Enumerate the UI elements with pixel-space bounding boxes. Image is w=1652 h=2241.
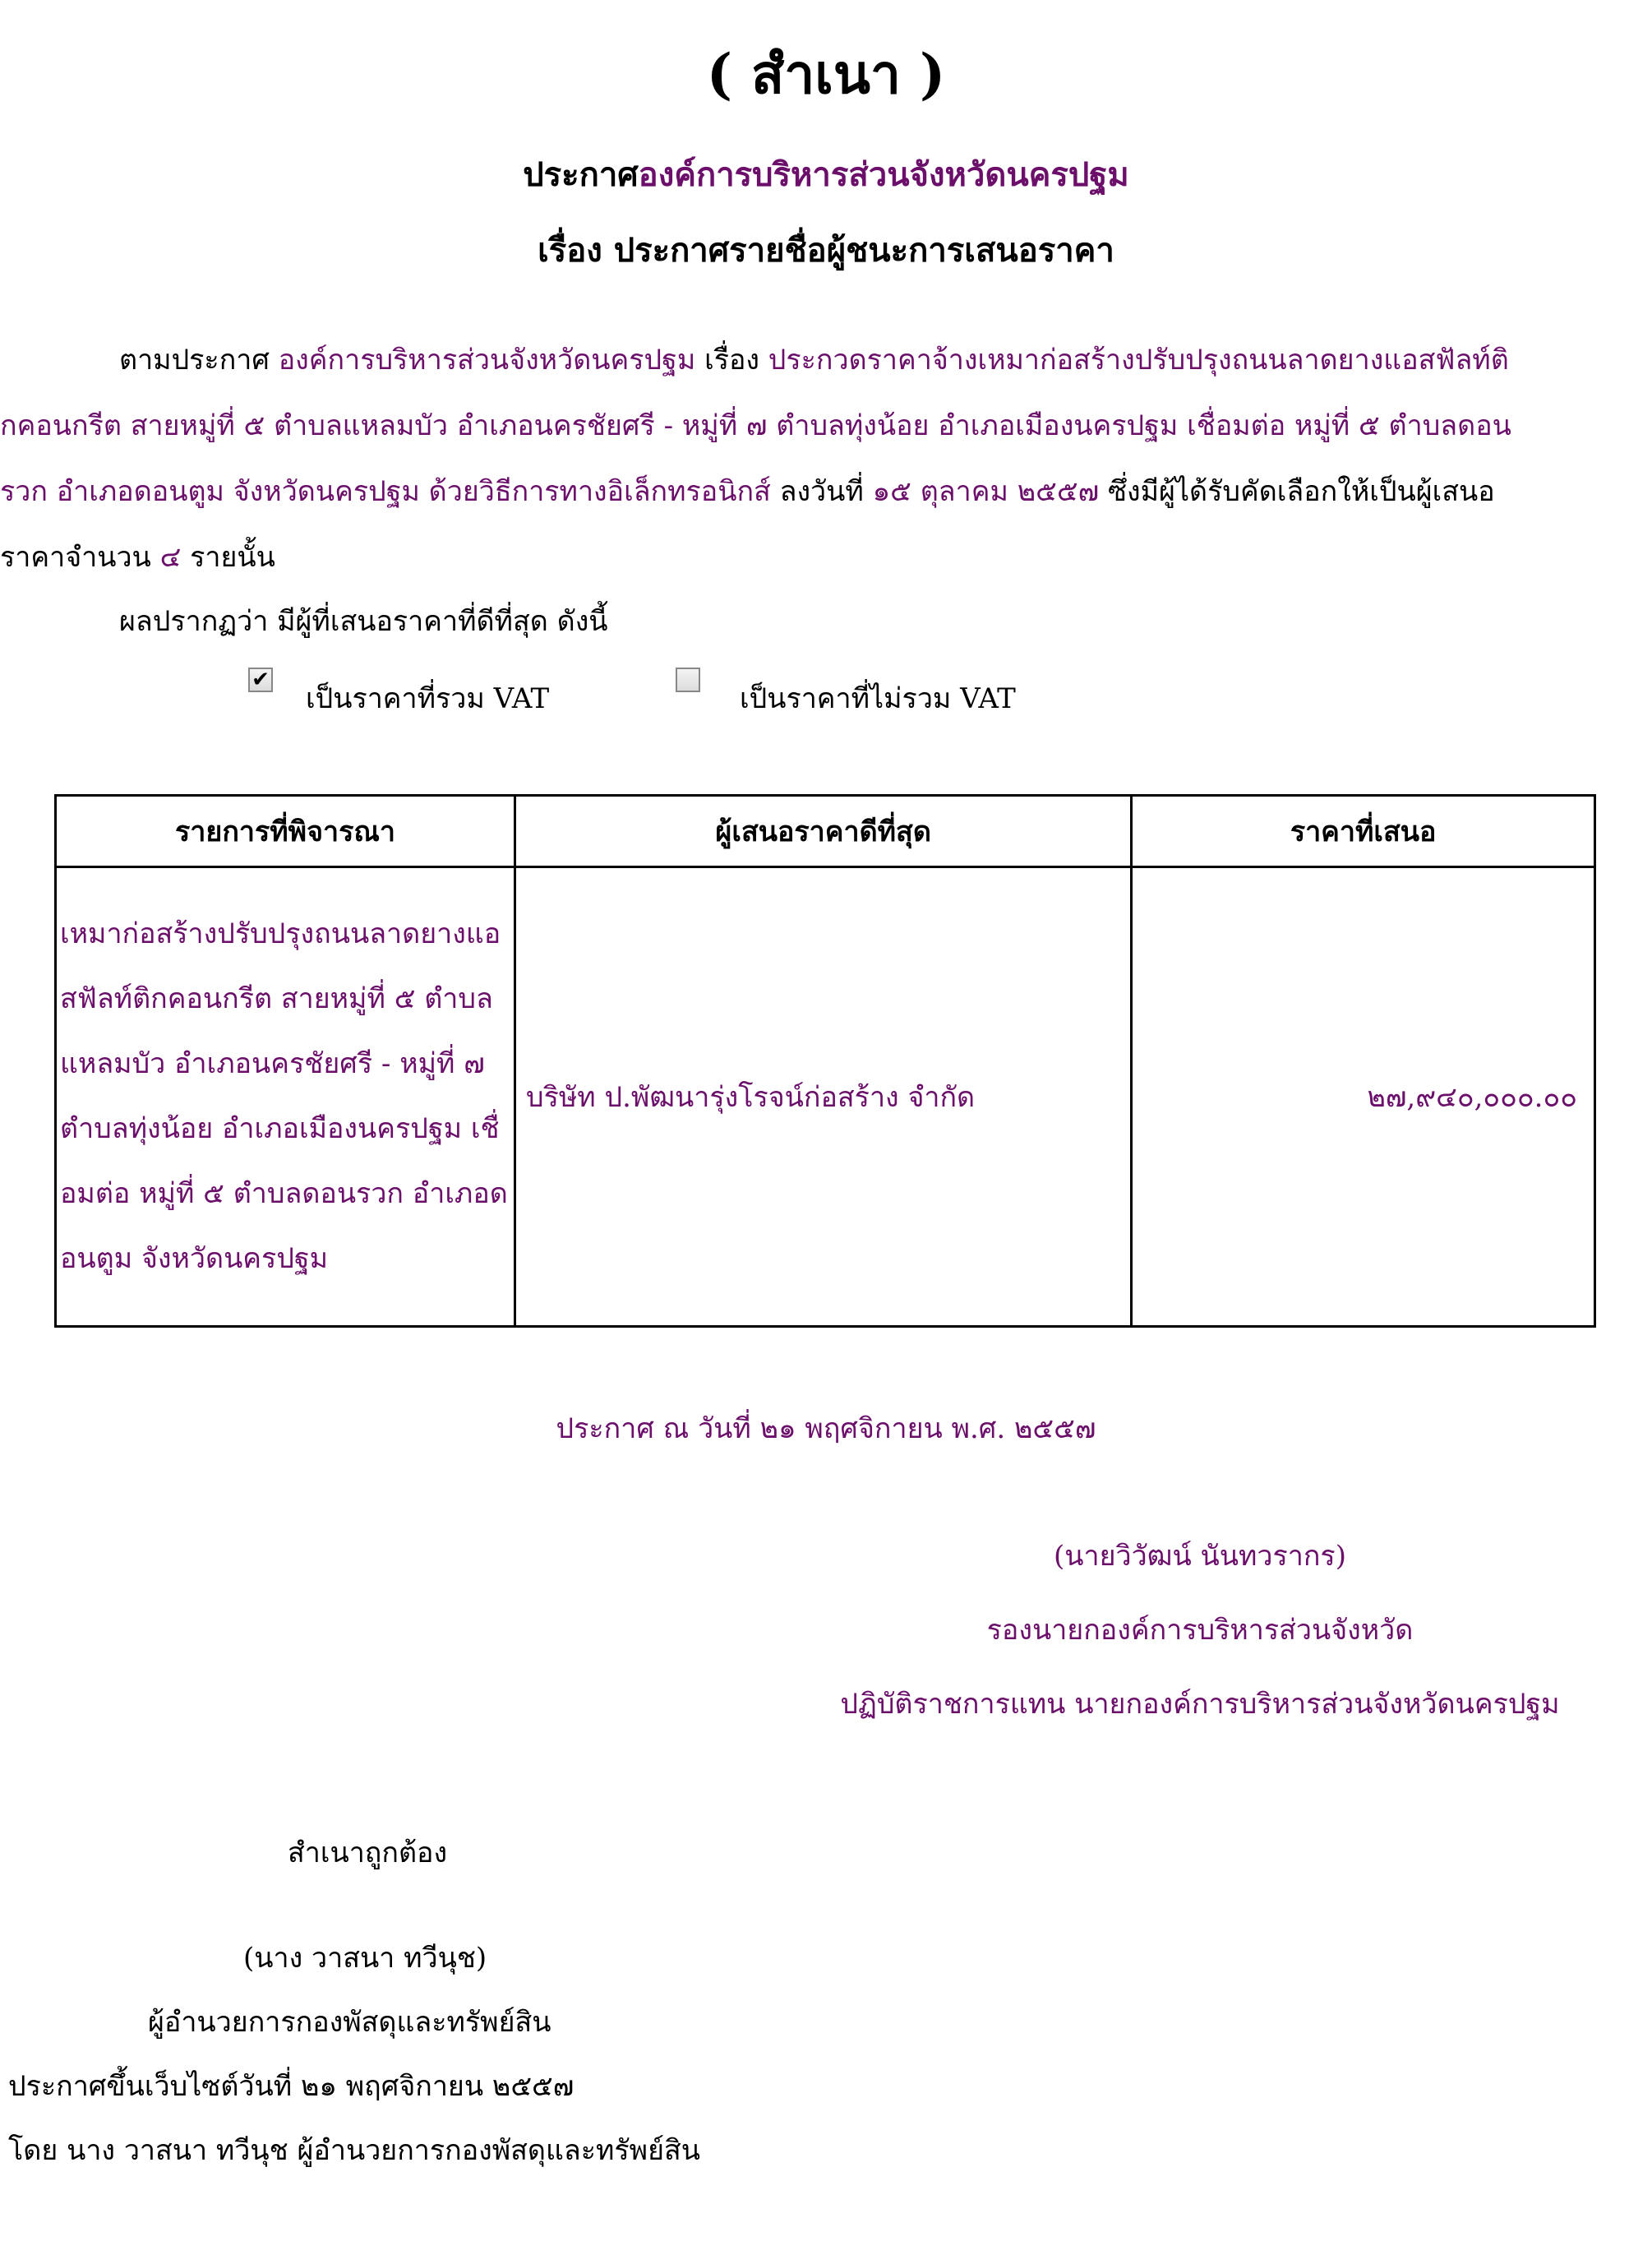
exclude-vat-label: เป็นราคาที่ไม่รวม VAT [740,682,1016,715]
table-row [56,867,1595,1327]
certifier-position: ผู้อำนวยการกองพัสดุและทรัพย์สิน [148,2006,551,2039]
winner-table [54,794,1596,1328]
header-item: รายการที่พิจารณา [56,796,515,867]
body-text: ลงวันที่ [770,475,864,508]
item-cell [56,867,515,1327]
body-line-3 [0,469,1495,513]
signatory-position: รองนายกองค์การบริหารส่วนจังหวัด [986,1614,1414,1647]
body-text: ซึ่งมีผู้ได้รับคัดเลือกให้เป็นผู้เสนอ [1099,475,1495,508]
body-text: ราคาจำนวน [0,541,151,574]
include-vat-checkbox[interactable]: ✔ [248,668,273,692]
body-project: รวก อำเภอดอนตูม จังหวัดนครปฐม ด้วยวิธีการทางอิเล็กทรอนิกส์ [0,475,771,508]
body-organization: องค์การบริหารส่วนจังหวัดนครปฐม [269,344,696,377]
body-text: เรื่อง [695,344,759,377]
certified-copy-label: สำเนาถูกต้อง [288,1837,448,1869]
bidder-count: ๔ [150,541,182,574]
body-line-4 [0,534,275,579]
body-date: ๑๕ ตุลาคม ๒๕๕๗ [863,475,1100,508]
bidder-name: บริษัท ป.พัฒนารุ่งโรจน์ก่อสร้าง จำกัด [526,1081,976,1114]
bidder-cell [515,867,1132,1327]
body-text: ตามประกาศ [119,344,270,377]
body-line-1 [119,337,1509,381]
result-intro: ผลปรากฏว่า มีผู้ที่เสนอราคาที่ดีที่สุด ดังนี้ [119,605,608,638]
price-cell [1132,867,1595,1327]
body-text: รายนั้น [181,541,275,574]
heading-organization: องค์การบริหารส่วนจังหวัดนครปฐม [638,155,1129,194]
posted-date: ประกาศขึ้นเว็บไซต์วันที่ ๒๑ พฤศจิกายน ๒๕๕๗ [8,2070,575,2103]
header-bidder: ผู้เสนอราคาดีที่สุด [515,796,1132,867]
offered-price: ๒๗,๙๔๐,๐๐๐.๐๐ [1367,1081,1577,1114]
item-description: เหมาก่อสร้างปรับปรุงถนนลาดยางแอสฟัลท์ติกคอนกรีต สายหมู่ที่ ๕ ตำบลแหลมบัว อำเภอนครชัยศรี - หมู่ที่ ๗ ตำบลทุ่งน้อย อำเภอเมืองนครปฐม เชื่อมต่อ หมู่ที่ ๕ ตำบลดอนรวก อำเภอดอนตูม จังหวัดนครปฐม [60,917,508,1275]
table-header-row [56,796,1595,867]
posted-by: โดย นาง วาสนา ทวีนุช ผู้อำนวยการกองพัสดุและทรัพย์สิน [8,2134,701,2167]
heading-prefix: ประกาศ [523,155,639,194]
body-project: ประกวดราคาจ้างเหมาก่อสร้างปรับปรุงถนนลาดยางแอสฟัลท์ติ [759,344,1509,377]
announcement-heading [0,148,1652,201]
signatory-name: (นายวิวัฒน์ นันทวรากร) [1054,1540,1346,1573]
include-vat-label: เป็นราคาที่รวม VAT [306,682,550,715]
header-price: ราคาที่เสนอ [1132,796,1595,867]
exclude-vat-checkbox[interactable] [676,668,700,692]
body-line-2: กคอนกรีต สายหมู่ที่ ๕ ตำบลแหลมบัว อำเภอนครชัยศรี - หมู่ที่ ๗ ตำบลทุ่งน้อย อำเภอเมืองนครปฐม เชื่อมต่อ หมู่ที่ ๕ ตำบลดอน [0,409,1511,442]
signatory-acting-position: ปฏิบัติราชการแทน นายกองค์การบริหารส่วนจังหวัดนครปฐม [840,1688,1560,1721]
copy-title: ( สำเนา ) [706,42,946,106]
certifier-name: (นาง วาสนา ทวีนุช) [243,1942,487,1975]
announce-date: ประกาศ ณ วันที่ ๒๑ พฤศจิกายน พ.ศ. ๒๕๕๗ [556,1412,1096,1445]
announcement-subject: เรื่อง ประกาศรายชื่อผู้ชนะการเสนอราคา [538,231,1114,270]
